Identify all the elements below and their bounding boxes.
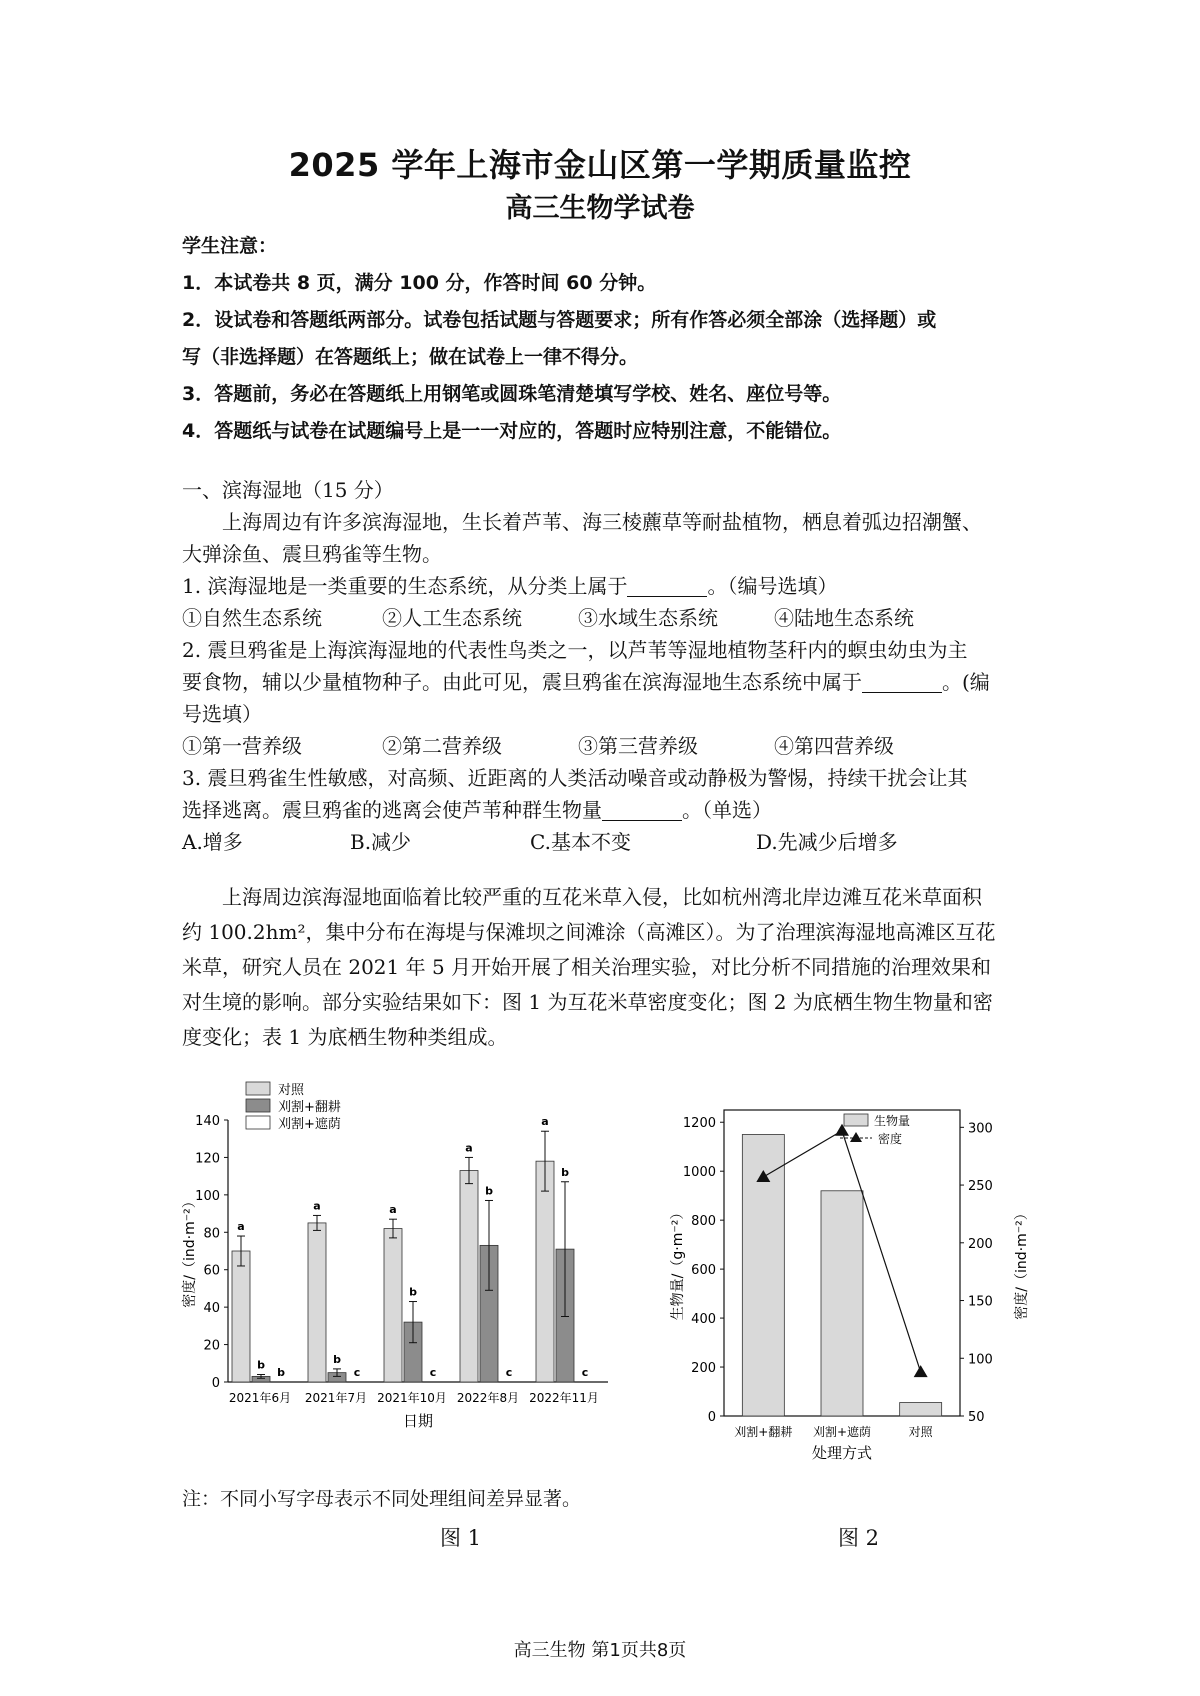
significance-letter: a: [465, 1141, 473, 1155]
bar: [460, 1171, 478, 1382]
bar: [900, 1403, 942, 1416]
y-tick-label: 200: [691, 1361, 716, 1377]
y-tick-label: 1200: [682, 1116, 716, 1132]
y-tick-label: 100: [195, 1188, 220, 1204]
y-tick-label: 400: [691, 1312, 716, 1328]
x-tick-label: 2021年7月: [304, 1391, 368, 1405]
significance-letter: b: [485, 1184, 493, 1198]
option: ①第一营养级: [182, 734, 302, 758]
y-tick-label: 80: [203, 1226, 220, 1242]
significance-letter: b: [277, 1366, 285, 1379]
question-2-line: [182, 666, 1032, 698]
y-right-tick-label: 100: [968, 1352, 993, 1368]
significance-letter: b: [409, 1285, 417, 1299]
option: ④第四营养级: [774, 734, 894, 758]
x-tick-label: 刈割+翻耕: [734, 1425, 793, 1439]
x-tick-label: 刈割+遮荫: [812, 1425, 872, 1439]
bar: [232, 1251, 250, 1382]
y-tick-label: 800: [691, 1214, 716, 1230]
y-right-tick-label: 50: [968, 1410, 985, 1425]
y-axis-title: 生物量/（g·m⁻²）: [670, 1205, 686, 1321]
legend-marker: [850, 1132, 862, 1142]
option: C.基本不变: [530, 830, 631, 854]
y-tick-label: 0: [211, 1376, 220, 1391]
x-tick-label: 2022年8月: [456, 1391, 520, 1405]
notice-item: 2．设试卷和答题纸两部分。试卷包括试题与答题要求；所有作答必须全部涂（选择题）或: [182, 309, 937, 331]
y-tick-label: 120: [195, 1151, 220, 1167]
question-2-line: 号选填）: [182, 702, 262, 726]
question-3-line: [182, 794, 1032, 826]
figure-2-label: 图 2: [838, 1526, 880, 1550]
page-footer: 高三生物 第1页共8页: [513, 1640, 687, 1661]
legend-swatch: [844, 1114, 868, 1126]
y-tick-label: 600: [691, 1263, 716, 1279]
legend-label: 对照: [278, 1083, 305, 1098]
question-text: 选择逃离。震旦鸦雀的逃离会使芦苇种群生物量: [182, 798, 602, 822]
significance-letter: c: [581, 1366, 589, 1379]
y-tick-label: 40: [203, 1301, 220, 1317]
option: ①自然生态系统: [182, 606, 322, 630]
notice-item: 写（非选择题）在答题纸上；做在试卷上一律不得分。: [182, 346, 639, 368]
student-notice: [182, 228, 1042, 450]
x-tick-label: 对照: [908, 1425, 933, 1439]
significance-letter: c: [353, 1366, 361, 1379]
y-tick-label: 20: [203, 1338, 220, 1354]
question-3-options: [182, 826, 1032, 858]
y-right-axis-title: 密度/（ind·m⁻²）: [1014, 1206, 1030, 1320]
bar: [308, 1223, 326, 1382]
question-text: 。（单选）: [682, 798, 772, 822]
option: ②人工生态系统: [382, 606, 522, 630]
figure-note: 注：不同小写字母表示不同处理组间差异显著。: [182, 1488, 582, 1510]
y-right-tick-label: 150: [968, 1294, 993, 1310]
answer-blank: [602, 798, 682, 821]
question-text: 要食物，辅以少量植物种子。由此可见，震旦鸦雀在滨海湿地生态系统中属于: [182, 670, 862, 694]
x-axis-title: 日期: [402, 1412, 434, 1430]
legend-label: 刈割+翻耕: [278, 1100, 341, 1115]
section-heading: 一、滨海湿地（15 分）: [182, 478, 394, 502]
option: D.先减少后增多: [756, 830, 898, 854]
notice-heading: 学生注意：: [182, 235, 278, 257]
passage-text: 米草，研究人员在 2021 年 5 月开始开展了相关治理实验，对比分析不同措施的治理效果和: [182, 955, 992, 979]
notice-item: 3．答题前，务必在答题纸上用钢笔或圆珠笔清楚填写学校、姓名、座位号等。: [182, 383, 842, 405]
y-axis-title: 密度/（ind·m⁻²）: [182, 1194, 198, 1308]
x-axis-title: 处理方式: [811, 1444, 873, 1462]
significance-letter: c: [429, 1366, 437, 1379]
significance-letter: a: [237, 1220, 245, 1234]
legend-swatch: [246, 1116, 270, 1129]
legend-swatch: [246, 1082, 270, 1095]
notice-item: 4．答题纸与试卷在试题编号上是一一对应的，答题时应特别注意，不能错位。: [182, 420, 842, 442]
y-tick-label: 0: [707, 1410, 716, 1425]
question-2: 2. 震旦鸦雀是上海滨海湿地的代表性鸟类之一，以芦苇等湿地植物茎秆内的螟虫幼虫为主: [182, 638, 968, 662]
option: ③水域生态系统: [578, 606, 718, 630]
legend-swatch: [246, 1099, 270, 1112]
option: A.增多: [182, 830, 243, 854]
significance-letter: c: [505, 1366, 513, 1379]
passage-text: 上海周边滨海湿地面临着比较严重的互花米草入侵，比如杭州湾北岸边滩互花米草面积: [222, 885, 982, 909]
passage-text: 度变化；表 1 为底栖生物种类组成。: [182, 1025, 508, 1049]
option: B.减少: [350, 830, 412, 854]
passage-text: 对生境的影响。部分实验结果如下：图 1 为互花米草密度变化；图 2 为底栖生物生物量和密: [182, 990, 993, 1014]
bar: [384, 1229, 402, 1382]
y-right-tick-label: 250: [968, 1179, 993, 1195]
legend-label: 密度: [878, 1132, 903, 1146]
option: ③第三营养级: [578, 734, 698, 758]
y-right-tick-label: 200: [968, 1236, 993, 1252]
significance-letter: a: [313, 1199, 321, 1213]
figure-2-combo-chart: [668, 1090, 1040, 1478]
significance-letter: a: [389, 1203, 397, 1217]
intro-text: 大弹涂鱼、震旦鸦雀等生物。: [182, 542, 442, 566]
x-tick-label: 2022年11月: [529, 1391, 599, 1405]
notice-item: 1．本试卷共 8 页，满分 100 分，作答时间 60 分钟。: [182, 272, 657, 294]
legend-label: 刈割+遮荫: [278, 1117, 341, 1132]
bar: [536, 1161, 554, 1382]
page-title: 2025 学年上海市金山区第一学期质量监控: [288, 146, 912, 184]
figure-1-label: 图 1: [440, 1526, 482, 1550]
y-right-tick-label: 300: [968, 1121, 993, 1137]
significance-letter: b: [561, 1165, 569, 1179]
y-tick-label: 140: [195, 1114, 220, 1129]
option: ②第二营养级: [382, 734, 502, 758]
significance-letter: b: [257, 1358, 265, 1372]
y-tick-label: 60: [203, 1263, 220, 1279]
figure-1-bar-chart: [180, 1078, 670, 1478]
page-subtitle: 高三生物学试卷: [505, 193, 695, 224]
y-tick-label: 1000: [682, 1165, 716, 1181]
bar: [821, 1191, 863, 1416]
x-tick-label: 2021年6月: [228, 1391, 292, 1405]
question-text: 。(编: [942, 670, 990, 694]
question-3: 3. 震旦鸦雀生性敏感，对高频、近距离的人类活动噪音或动静极为警惕，持续干扰会让其: [182, 766, 968, 790]
significance-letter: a: [541, 1115, 549, 1129]
significance-letter: b: [333, 1352, 341, 1366]
intro-text: 上海周边有许多滨海湿地，生长着芦苇、海三棱藨草等耐盐植物，栖息着弧边招潮蟹、: [222, 510, 982, 534]
question-text: 。（编号选填）: [707, 574, 838, 598]
density-point: [914, 1365, 928, 1377]
passage-text: 约 100.2hm²，集中分布在海堤与保滩坝之间滩涂（高滩区）。为了治理滨海湿地高滩区互花: [182, 920, 996, 944]
answer-blank: [627, 574, 707, 597]
answer-blank: [862, 670, 942, 693]
question-1: [182, 570, 1032, 602]
x-tick-label: 2021年10月: [377, 1391, 447, 1405]
option: ④陆地生态系统: [774, 606, 914, 630]
passage-spartina: [182, 880, 1032, 1055]
question-2-options: [182, 730, 1032, 762]
legend-label: 生物量: [874, 1114, 911, 1128]
question-text: 1. 滨海湿地是一类重要的生态系统，从分类上属于: [182, 574, 628, 598]
section-wetland: [182, 474, 1032, 858]
question-1-options: [182, 602, 1032, 634]
